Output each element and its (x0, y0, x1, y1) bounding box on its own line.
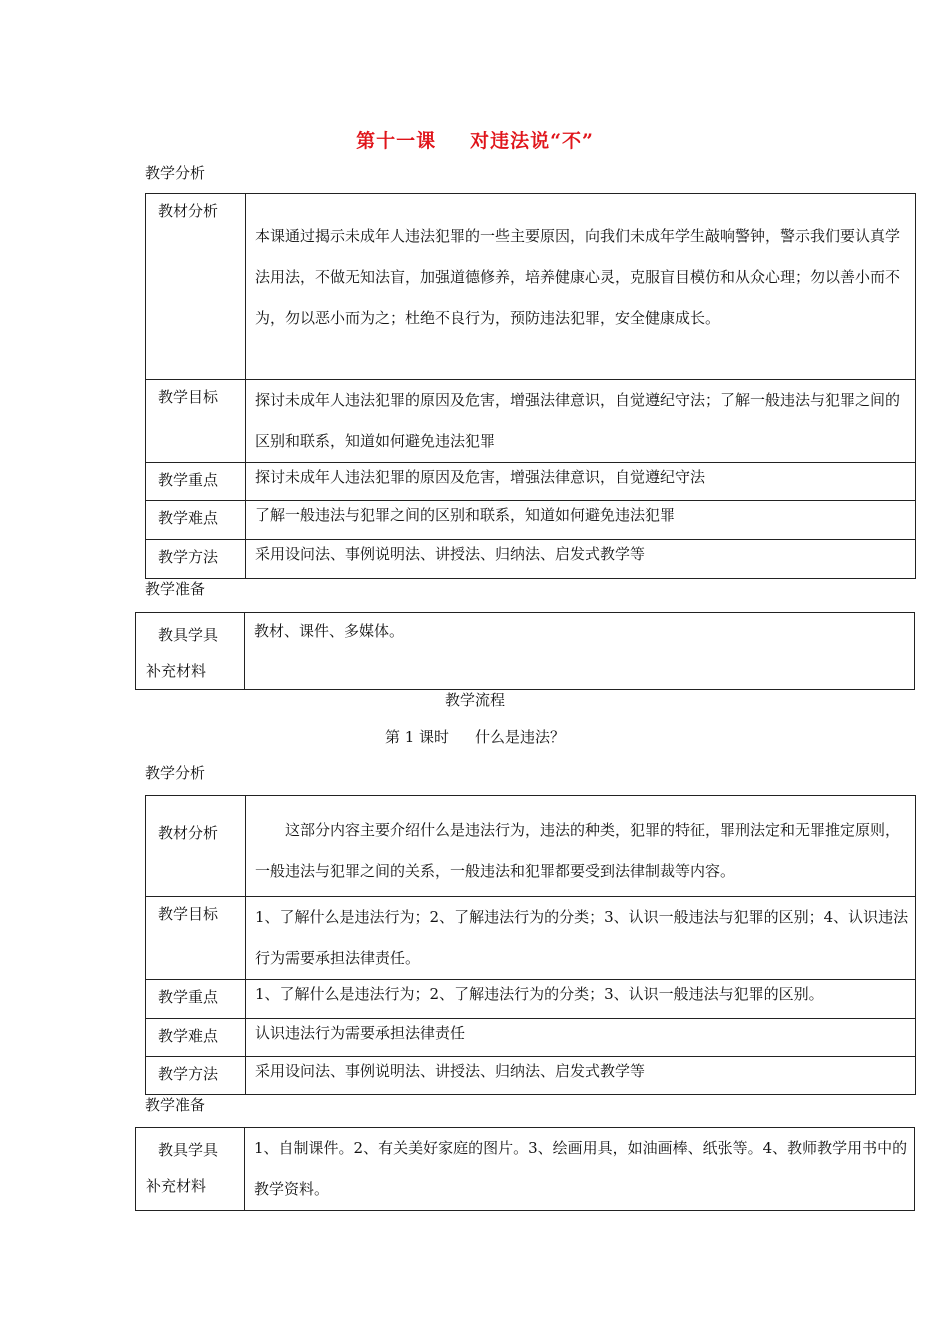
prep-text: 教材、课件、多媒体。 (245, 613, 915, 690)
row-text: 采用设问法、事例说明法、讲授法、归纳法、启发式教学等 (246, 540, 916, 579)
lesson-number: 第十一课 (356, 130, 437, 152)
table-row (146, 1019, 916, 1057)
row-text: 了解一般违法与犯罪之间的区别和联系，知道如何避免违法犯罪 (246, 501, 916, 540)
section2-analysis-table (145, 795, 916, 1095)
lesson-period (0, 727, 950, 747)
table-row (146, 897, 916, 980)
section1-prep-table (135, 612, 915, 690)
prep-label-line2: 补充材料 (146, 662, 207, 680)
prep-label-line1: 教具学具 (158, 626, 219, 644)
table-row (146, 380, 916, 463)
row-label: 教材分析 (146, 796, 246, 897)
row-label: 教材分析 (146, 194, 246, 380)
lesson-period-number: 第 1 课时 (384, 728, 450, 746)
row-text: 探讨未成年人违法犯罪的原因及危害，增强法律意识，自觉遵纪守法 (246, 463, 916, 501)
row-label: 教学重点 (146, 980, 246, 1019)
lesson-name: 对违法说“不” (470, 130, 594, 152)
row-text: 本课通过揭示未成年人违法犯罪的一些主要原因，向我们未成年学生敲响警钟，警示我们要认真学法用法，不做无知法盲，加强道德修养，培养健康心灵，克服盲目模仿和从众心理；勿以善小而不为，勿以恶小而为之；杜绝不良行为，预防违法犯罪，安全健康成长。 (246, 194, 916, 380)
table-row (136, 1128, 915, 1211)
table-row (146, 194, 916, 380)
prep-label-line2: 补充材料 (146, 1177, 207, 1195)
table-row (146, 796, 916, 897)
section2-prep-table (135, 1127, 915, 1211)
table-row (146, 540, 916, 579)
lesson-title (0, 126, 950, 153)
row-label: 教学方法 (146, 1057, 246, 1095)
lesson-period-title: 什么是违法？ (475, 728, 566, 746)
row-label: 教学难点 (146, 501, 246, 540)
row-text: 采用设问法、事例说明法、讲授法、归纳法、启发式教学等 (246, 1057, 916, 1095)
table-row (146, 1057, 916, 1095)
teaching-flow-heading: 教学流程 (444, 691, 505, 709)
row-text: 这部分内容主要介绍什么是违法行为，违法的种类，犯罪的特征，罪刑法定和无罪推定原则，一般违法与犯罪之间的关系，一般违法和犯罪都要受到法律制裁等内容。 (246, 796, 916, 897)
table-row (146, 980, 916, 1019)
section2-prep-heading: 教学准备 (145, 1096, 206, 1114)
row-text: 认识违法行为需要承担法律责任 (246, 1019, 916, 1057)
row-label: 教学方法 (146, 540, 246, 579)
row-text: 探讨未成年人违法犯罪的原因及危害，增强法律意识，自觉遵纪守法；了解一般违法与犯罪之间的区别和联系，知道如何避免违法犯罪 (246, 380, 916, 463)
row-label: 教学目标 (146, 380, 246, 463)
section2-analysis-heading: 教学分析 (145, 764, 206, 782)
section1-prep-heading: 教学准备 (145, 580, 206, 598)
row-text: 1、了解什么是违法行为；2、了解违法行为的分类；3、认识一般违法与犯罪的区别；4、认识违法行为需要承担法律责任。 (246, 897, 916, 980)
row-label: 教学难点 (146, 1019, 246, 1057)
section1-analysis-heading: 教学分析 (145, 164, 206, 182)
prep-label (136, 1128, 245, 1211)
row-label: 教学目标 (146, 897, 246, 980)
table-row (146, 501, 916, 540)
prep-text: 1、自制课件。2、有关美好家庭的图片。3、绘画用具，如油画棒、纸张等。4、教师教学用书中的教学资料。 (245, 1128, 915, 1211)
prep-label (136, 613, 245, 690)
row-label: 教学重点 (146, 463, 246, 501)
section1-analysis-table (145, 193, 916, 579)
table-row (146, 463, 916, 501)
table-row (136, 613, 915, 690)
prep-label-line1: 教具学具 (158, 1141, 219, 1159)
row-text: 1、了解什么是违法行为；2、了解违法行为的分类；3、认识一般违法与犯罪的区别。 (246, 980, 916, 1019)
